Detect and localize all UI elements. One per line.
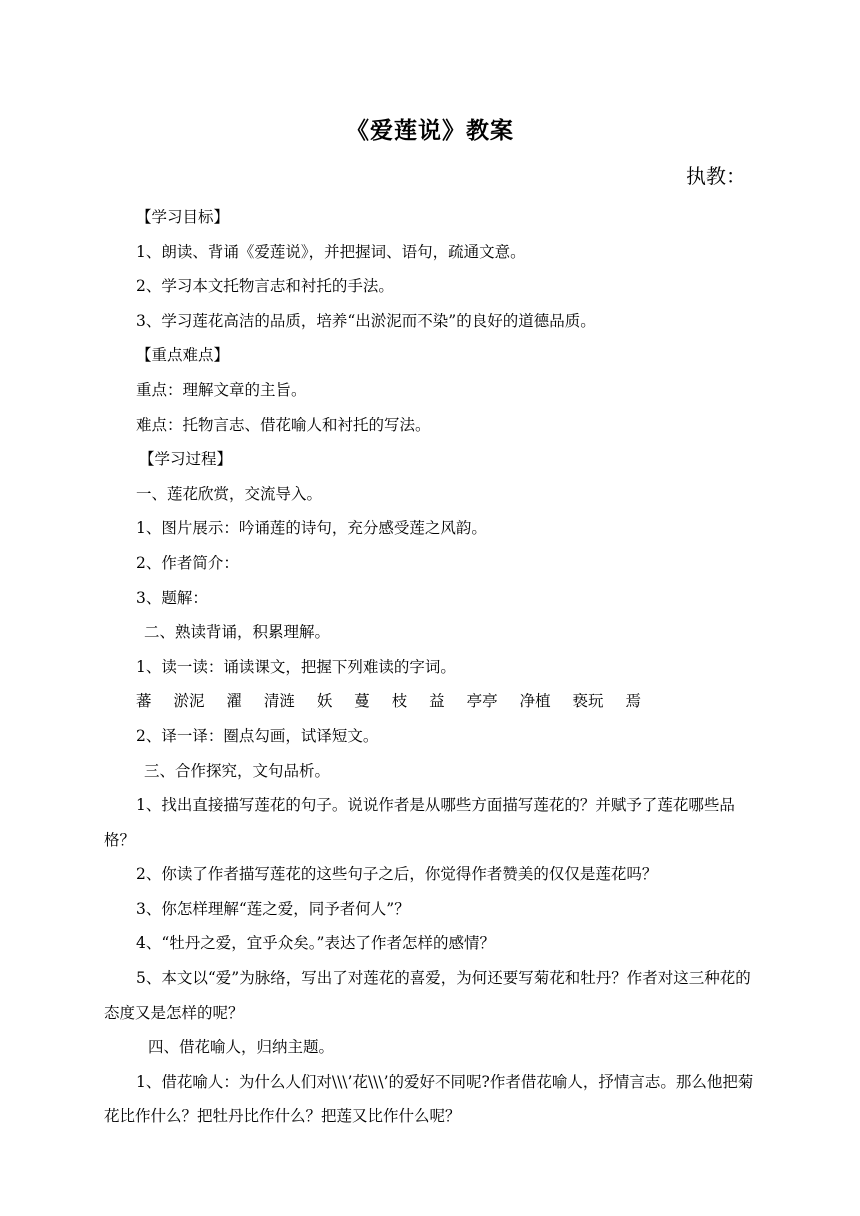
teacher-label: 执教： [686,164,746,188]
part1-heading: 一、莲花欣赏，交流导入。 [136,484,323,503]
vocab-word: 清涟 [263,692,295,711]
goal-item: 2、学习本文托物言志和衬托的手法。 [136,277,394,296]
key-point: 重点：理解文章的主旨。 [136,380,307,399]
key-heading: 【重点难点】 [136,346,230,365]
vocab-word: 蕃 [136,692,152,711]
part2-item: 1、读一读：诵读课文，把握下列难读的字词。 [136,657,456,676]
vocab-word: 亭亭 [466,692,498,711]
vocab-word: 净植 [519,692,551,711]
goal-item: 1、朗读、背诵《爱莲说》，并把握词、语句，疏通文意。 [136,242,526,261]
vocab-word: 亵玩 [572,692,604,711]
vocab-word: 焉 [625,692,641,711]
vocab-word: 妖 [316,692,333,711]
part3-item: 3、你怎样理解“莲之爱，同予者何人”？ [136,899,410,918]
vocab-word: 淤泥 [173,692,205,711]
document-title: 《爱莲说》教案 [346,118,514,144]
vocab-word: 枝 [391,692,408,711]
vocab-word: 濯 [226,692,242,711]
part3-item: 5、本文以“爱”为脉络，写出了对莲花的喜爱，为何还要写菊花和牡丹？作者对这三种花的态度又是怎样的呢？ [104,969,751,1022]
part2-item: 2、译一译：圈点勾画，试译短文。 [136,726,379,745]
part2-heading: 二、熟读背诵，积累理解。 [144,623,331,642]
vocab-word: 蔓 [354,692,370,711]
part3-item: 1、找出直接描写莲花的句子。说说作者是从哪些方面描写莲花的？并赋予了莲花哪些品格？ [104,796,735,849]
vocab-list [104,684,760,719]
goal-item: 3、学习莲花高洁的品质，培养“出淤泥而不染”的良好的道德品质。 [136,311,596,330]
part1-item: 1、图片展示：吟诵莲的诗句，充分感受莲之风韵。 [136,519,487,538]
key-point: 难点：托物言志、借花喻人和衬托的写法。 [136,415,431,434]
part3-item: 2、你读了作者描写莲花的这些句子之后，你觉得作者赞美的仅仅是莲花吗？ [136,865,658,884]
part1-item: 3、题解： [136,588,208,607]
part1-item: 2、作者简介： [136,553,239,572]
document-body [104,200,760,1134]
goals-heading: 【学习目标】 [136,208,230,226]
part3-item: 4、“牡丹之爱，宜乎众矣。”表达了作者怎样的感情？ [136,934,495,953]
part4-heading: 四、借花喻人，归纳主题。 [148,1038,335,1057]
part3-heading: 三、合作探究，文句品析。 [144,761,331,780]
process-heading: 【学习过程】 [139,450,233,469]
vocab-word: 益 [429,692,445,711]
part4-item: 1、借花喻人：为什么人们对\\\’花\\\’的爱好不同呢?作者借花喻人，抒情言志。那么他把菊花比作什么？把牡丹比作什么？把莲又比作什么呢？ [104,1072,754,1126]
